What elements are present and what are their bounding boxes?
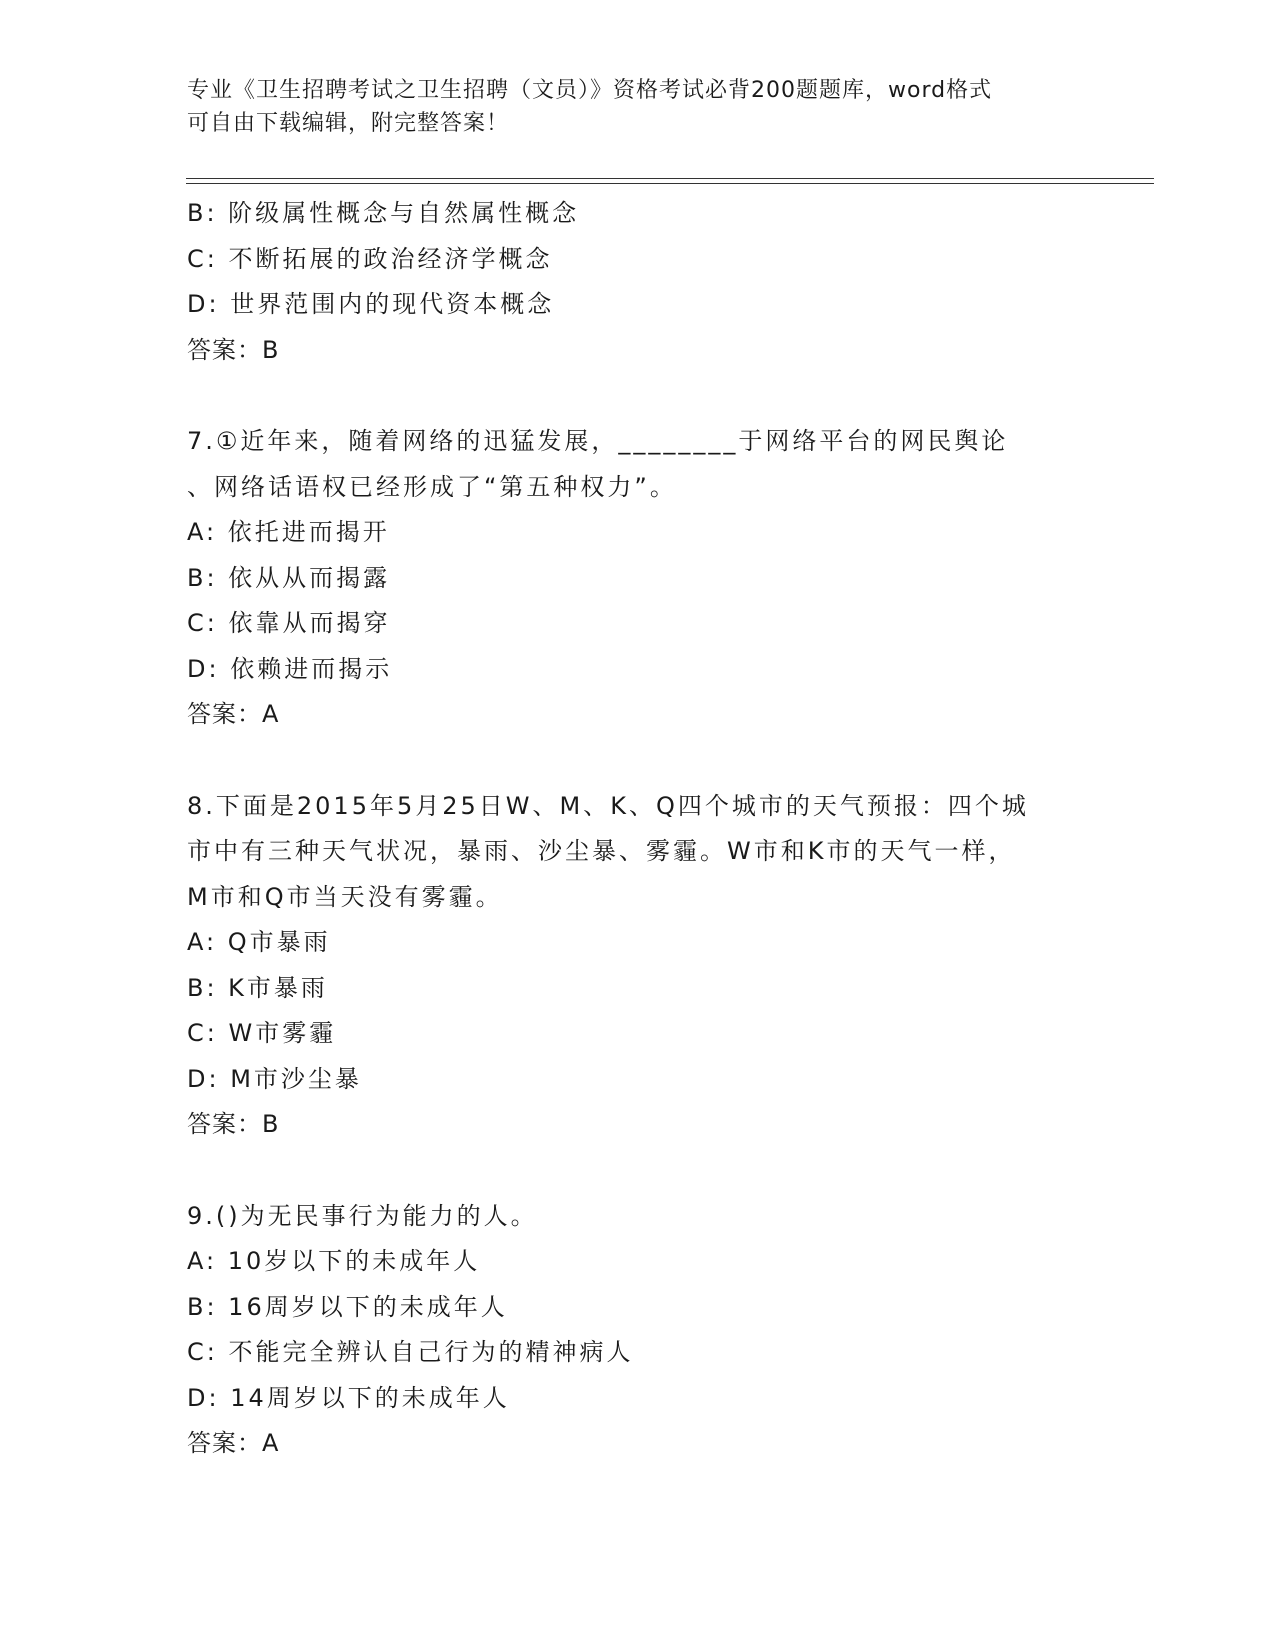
option-d: D: 依赖进而揭示: [187, 654, 393, 683]
answer: 答案：B: [187, 1110, 280, 1138]
question-list: [187, 191, 1087, 1467]
answer: 答案：A: [187, 700, 280, 728]
header-rule-top: [186, 178, 1154, 179]
option-b: B: 16周岁以下的未成年人: [187, 1292, 508, 1321]
option-d: D: 14周岁以下的未成年人: [187, 1383, 510, 1412]
question-stem-line: M市和Q市当天没有雾霾。: [187, 882, 503, 911]
spacer: [187, 738, 1087, 784]
option-c: C: 依靠从而揭穿: [187, 609, 391, 637]
question-stem-line: 7.①近年来，随着网络的迅猛发展，________于网络平台的网民舆论: [187, 427, 1009, 455]
option-d: D: 世界范围内的现代资本概念: [187, 290, 555, 318]
option-c: C: 不断拓展的政治经济学概念: [187, 244, 553, 273]
spacer: [187, 1148, 1087, 1194]
question-stem-line: 9.()为无民事行为能力的人。: [187, 1201, 538, 1230]
document-header: [187, 74, 1087, 140]
question-6: [187, 191, 1087, 373]
option-b: B: 阶级属性概念与自然属性概念: [187, 199, 580, 227]
question-9: [187, 1194, 1087, 1467]
option-b: B: 依从从而揭露: [187, 563, 391, 592]
option-d: D: M市沙尘暴: [187, 1064, 362, 1093]
answer: 答案：A: [187, 1429, 280, 1457]
option-b: B: K市暴雨: [187, 973, 328, 1002]
question-stem-line: 市中有三种天气状况，暴雨、沙尘暴、雾霾。W市和K市的天气一样，: [187, 837, 1016, 865]
option-a: A: Q市暴雨: [187, 928, 331, 956]
question-7: [187, 419, 1087, 738]
option-c: C: 不能完全辨认自己行为的精神病人: [187, 1338, 634, 1366]
header-line-2: 可自由下载编辑，附完整答案！: [187, 111, 510, 136]
option-a: A: 10岁以下的未成年人: [187, 1247, 481, 1275]
question-stem-line: 8.下面是2015年5月25日W、M、K、Q四个城市的天气预报：四个城: [187, 791, 1029, 820]
spacer: [187, 373, 1087, 419]
question-stem-line: 、网络话语权已经形成了“第五种权力”。: [187, 472, 677, 501]
option-a: A: 依托进而揭开: [187, 518, 390, 546]
header-rule-bottom: [186, 183, 1154, 184]
header-line-1: 专业《卫生招聘考试之卫生招聘（文员）》资格考试必背200题题库，word格式: [187, 78, 993, 103]
answer: 答案：B: [187, 335, 280, 364]
option-c: C: W市雾霾: [187, 1019, 337, 1047]
question-8: [187, 784, 1087, 1148]
